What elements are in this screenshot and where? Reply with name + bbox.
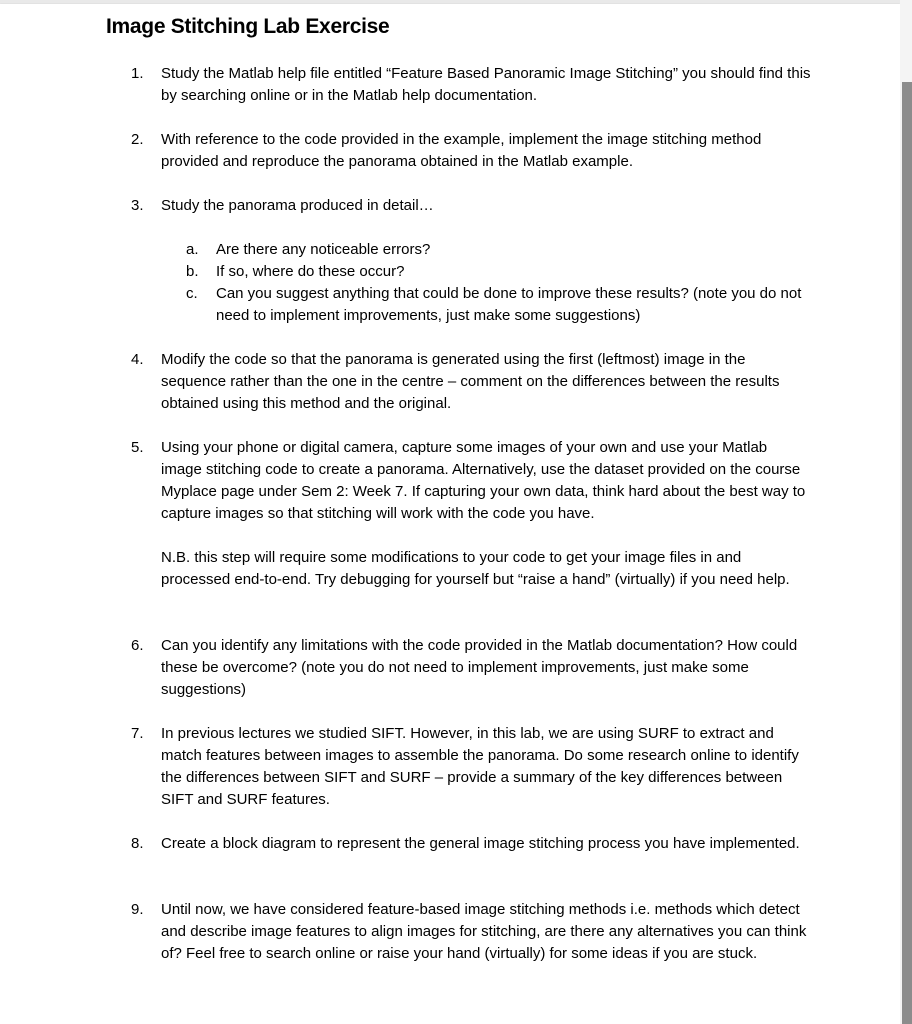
list-item [131, 63, 811, 107]
sub-list-item [186, 239, 826, 261]
sub-list-item-letter: a. [186, 241, 199, 258]
list-item [131, 349, 811, 415]
list-item-text: Create a block diagram to represent the general image stitching process you have implemented. [161, 835, 800, 852]
sub-list-item [186, 283, 826, 327]
list-item [131, 129, 811, 173]
list-item-text: Study the panorama produced in detail… [161, 197, 434, 214]
list-item-number: 2. [131, 131, 144, 148]
list-item-text: Can you identify any limitations with the code provided in the Matlab documentation? How could these be overcome? (note you do not need to implement improvements, just make some suggestions) [161, 637, 798, 698]
list-item-text: Study the Matlab help file entitled “Feature Based Panoramic Image Stitching” you should find this by searching online or in the Matlab help documentation. [161, 65, 811, 104]
sub-list-item [186, 261, 826, 283]
list-item [131, 833, 811, 855]
scrollbar-thumb[interactable] [902, 82, 912, 1024]
list-item-number: 1. [131, 65, 144, 82]
list-item [131, 723, 811, 811]
sub-list-item-text: Can you suggest anything that could be done to improve these results? (note you do not need to implement improvements, just make some suggestions) [216, 285, 802, 324]
list-item-text: With reference to the code provided in the example, implement the image stitching method provided and reproduce the panorama obtained in the Matlab example. [161, 131, 762, 170]
list-item-text: Until now, we have considered feature-based image stitching methods i.e. methods which detect and describe image features to align images for stitching, are there any alternatives you can think of? Feel free to search online or raise your hand (virtually) for some ideas if you are stuck. [161, 901, 807, 962]
note-paragraph: N.B. this step will require some modifications to your code to get your image files in and processed end-to-end. Try debugging for yourself but “raise a hand” (virtually) if you need help. [161, 549, 790, 588]
list-item-number: 4. [131, 351, 144, 368]
list-item-number: 3. [131, 197, 144, 214]
list-item [131, 195, 811, 217]
list-item [131, 437, 811, 525]
list-item-number: 6. [131, 637, 144, 654]
list-item-text: Modify the code so that the panorama is generated using the first (leftmost) image in the sequence rather than the one in the centre – comment on the differences between the results obtained using this method and the original. [161, 351, 780, 412]
list-item-number: 9. [131, 901, 144, 918]
document-title: Image Stitching Lab Exercise [106, 15, 390, 38]
sub-list-item-letter: c. [186, 285, 198, 302]
sub-list-item-text: Are there any noticeable errors? [216, 241, 431, 258]
list-item [131, 899, 811, 965]
list-item-text: In previous lectures we studied SIFT. However, in this lab, we are using SURF to extract and match features between images to assemble the panorama. Do some research online to identify the differences between SIFT and SURF – provide a summary of the key differences between SIFT and SURF features. [161, 725, 799, 808]
sub-list-item-letter: b. [186, 263, 199, 280]
list-item-number: 8. [131, 835, 144, 852]
list-item-number: 7. [131, 725, 144, 742]
list-item-number: 5. [131, 439, 144, 456]
list-item [131, 635, 811, 701]
list-item-text: Using your phone or digital camera, capture some images of your own and use your Matlab image stitching code to create a panorama. Alternatively, use the dataset provided on the course Myplace page under Sem 2: Week 7. If capturing your own data, think hard about the best way to capture images so that stitching will work with the code you have. [161, 439, 806, 522]
sub-list-item-text: If so, where do these occur? [216, 263, 405, 280]
